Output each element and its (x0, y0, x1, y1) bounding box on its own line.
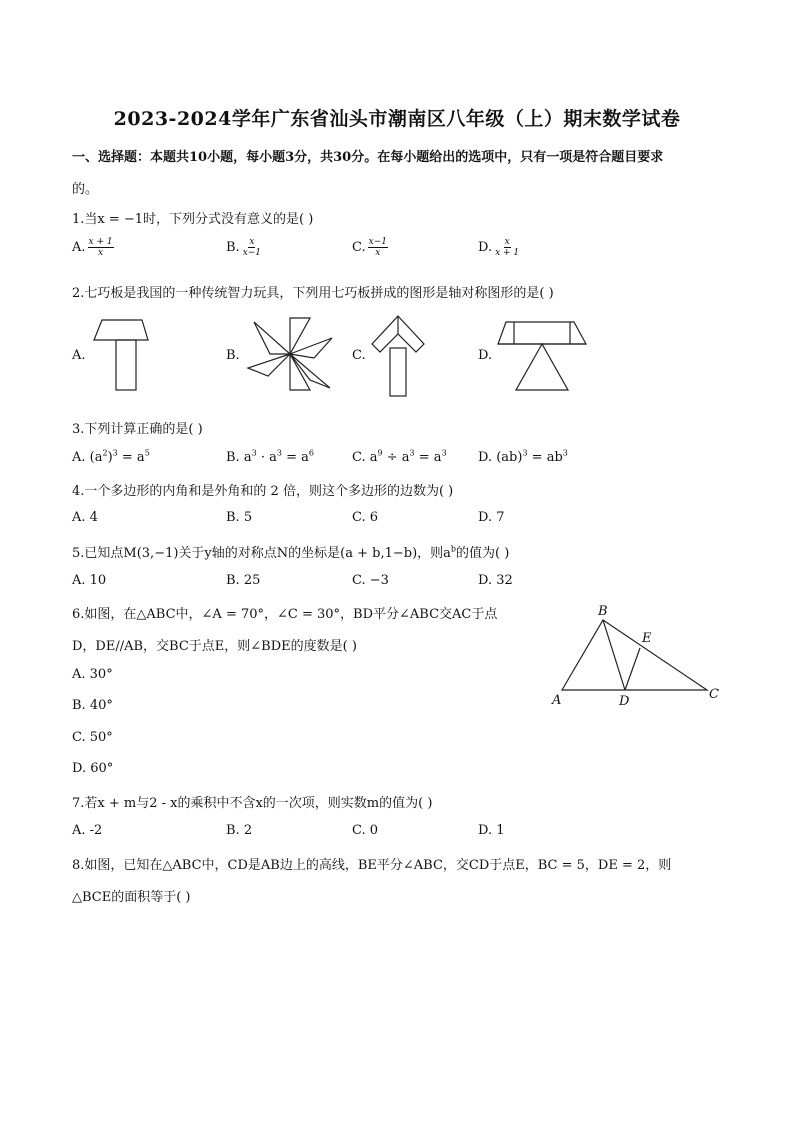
q2-option-c-label: C. (352, 348, 366, 363)
q3-option-b: B. $a^3 \cdot a^3 = a^6$ (226, 448, 314, 465)
q3-option-a: A. $(a^2)^3 = a^5$ (72, 448, 150, 465)
q1-option-b: B. $\frac{x}{x-1}$ (226, 237, 262, 258)
q5-option-b: B. 25 (226, 573, 261, 588)
label-d: D (619, 694, 630, 709)
label-e: E (642, 631, 652, 646)
q2-figure-d (498, 318, 590, 394)
q4-stem: 4.一个多边形的内角和是外角和的 2 倍，则这个多边形的边数为( ) (72, 484, 454, 499)
q1-option-a: A. $\frac{x + 1}{x}$ (72, 237, 113, 258)
q7-option-a: A. -2 (72, 823, 103, 838)
q6-option-b: B. 40° (72, 698, 113, 713)
q5-option-a: A. 10 (72, 573, 107, 588)
q2-figure-c (370, 314, 430, 398)
q6-option-c: C. 50° (72, 730, 113, 745)
q4-option-a: A. 4 (72, 510, 98, 525)
q4-option-d: D. 7 (478, 510, 505, 525)
q8-stem-line1: 8.如图，已知在△ABC中，CD是AB边上的高线，BE平分∠ABC，交CD于点E，BC = 5，DE = 2，则 (72, 858, 672, 873)
q7-option-b: B. 2 (226, 823, 253, 838)
q1-stem: 1.当x = −1时，下列分式没有意义的是( ) (72, 212, 314, 227)
q6-stem-line1: 6.如图，在△ABC中，∠A = 70°，∠C = 30°，BD平分∠ABC交AC于点 (72, 607, 498, 622)
q1-option-c: C. $\frac{x-1}{x}$ (352, 237, 387, 258)
triangle-abc (562, 620, 707, 690)
q6-stem-line2: D，DE//AB，交BC于点E，则∠BDE的度数是( ) (72, 639, 357, 654)
q2-figure-a (94, 318, 154, 394)
q3-option-d: D. $(ab)^3 = ab^3$ (478, 448, 568, 465)
q2-option-d-label: D. (478, 348, 493, 363)
segment-bd (603, 620, 625, 690)
q2-stem: 2.七巧板是我国的一种传统智力玩具，下列用七巧板拼成的图形是轴对称图形的是( ) (72, 286, 554, 301)
label-c: C (709, 687, 719, 702)
page-title: 2023-2024学年广东省汕头市潮南区八年级（上）期末数学试卷 (113, 108, 681, 130)
q5-option-d: D. 32 (478, 573, 513, 588)
q7-option-d: D. 1 (478, 823, 505, 838)
q2-figure-b (244, 318, 336, 390)
label-b: B (598, 604, 608, 619)
q7-option-c: C. 0 (352, 823, 379, 838)
q4-option-b: B. 5 (226, 510, 253, 525)
q3-stem: 3.下列计算正确的是( ) (72, 422, 203, 437)
q4-option-c: C. 6 (352, 510, 379, 525)
section-heading-line2: 的。 (72, 182, 99, 197)
q5-option-c: C. −3 (352, 573, 389, 588)
q1-option-d: D. $\frac{x}{x + 1}$ (478, 237, 520, 258)
q6-option-d: D. 60° (72, 761, 114, 776)
q2-option-a-label: A. (72, 348, 86, 363)
q5-stem: 5.已知点M(3,−1)关于y轴的对称点N的坐标是(a + b,1−b)，则$a^b$的值为( ) (72, 544, 510, 561)
q6-option-a: A. 30° (72, 667, 113, 682)
q2-option-b-label: B. (226, 348, 240, 363)
q6-triangle-figure (550, 600, 730, 710)
section-heading-line1: 一、选择题：本题共10小题，每小题3分，共30分。在每小题给出的选项中，只有一项是符合题目要求 (72, 150, 664, 165)
label-a: A (552, 693, 562, 708)
q8-stem-line2: △BCE的面积等于( ) (72, 890, 191, 905)
q7-stem: 7.若x + m与2 - x的乘积中不含x的一次项，则实数m的值为( ) (72, 796, 433, 811)
q3-option-c: C. $a^9 \div a^3 = a^3$ (352, 448, 447, 465)
segment-de (625, 648, 640, 690)
